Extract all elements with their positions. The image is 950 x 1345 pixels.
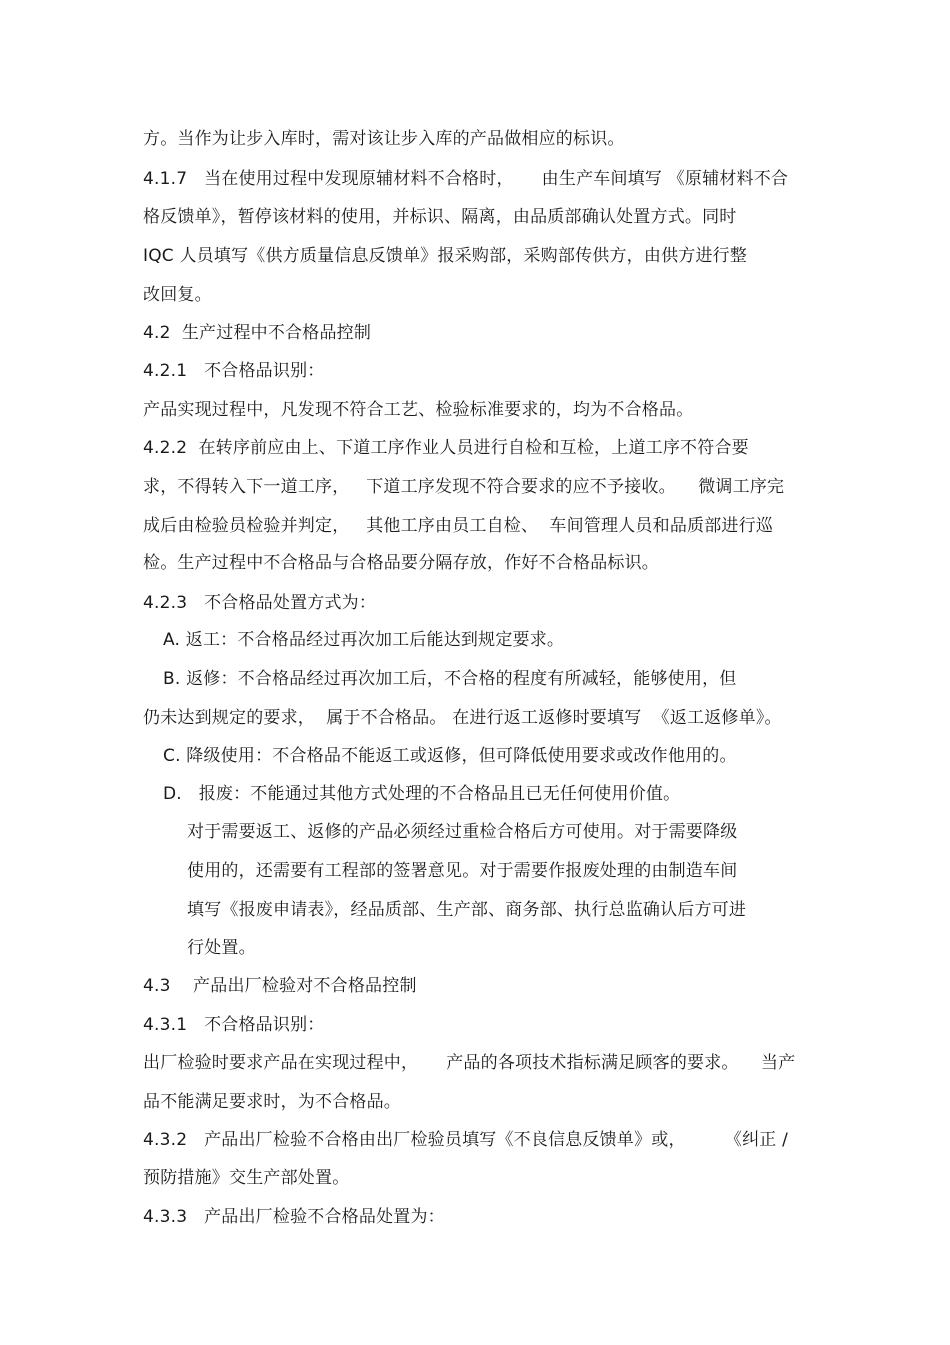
- paragraph-line: 品不能满足要求时，为不合格品。: [143, 1092, 401, 1112]
- section-4-2-3-heading: 4.2.3 不合格品处置方式为：: [143, 593, 377, 613]
- list-item-c: C. 降级使用：不合格品不能返工或返修，但可降低使用要求或改作他用的。: [163, 746, 737, 766]
- indented-paragraph-line: 对于需要返工、返修的产品必须经过重检合格后方可使用。对于需要降级: [187, 822, 738, 842]
- indented-paragraph-line: 行处置。: [187, 938, 256, 958]
- paragraph-line: 改回复。: [143, 285, 212, 305]
- section-4-3-2-line: 4.3.2 产品出厂检验不合格由出厂检验员填写《不良信息反馈单》或， 《纠正 /: [143, 1130, 789, 1150]
- list-item-a: A. 返工：不合格品经过再次加工后能达到规定要求。: [163, 630, 565, 650]
- paragraph-line: 出厂检验时要求产品在实现过程中， 产品的各项技术指标满足顾客的要求。 当产: [143, 1053, 796, 1073]
- paragraph-line: 产品实现过程中，凡发现不符合工艺、检验标准要求的，均为不合格品。: [143, 400, 694, 420]
- section-4-3-heading: 4.3 产品出厂检验对不合格品控制: [143, 976, 417, 996]
- section-4-2-1-heading: 4.2.1 不合格品识别：: [143, 361, 325, 381]
- section-4-2-2-line: 4.2.2 在转序前应由上、下道工序作业人员进行自检和互检，上道工序不符合要: [143, 438, 749, 458]
- list-item-b: B. 返修：不合格品经过再次加工后，不合格的程度有所减轻，能够使用，但: [163, 669, 737, 689]
- paragraph-line: 方。当作为让步入库时，需对该让步入库的产品做相应的标识。: [143, 129, 625, 149]
- indented-paragraph-line: 填写《报废申请表》，经品质部、生产部、商务部、执行总监确认后方可进: [187, 900, 747, 920]
- indented-paragraph-line: 使用的，还需要有工程部的签署意见。对于需要作报废处理的由制造车间: [187, 861, 738, 881]
- paragraph-line: 格反馈单》，暂停该材料的使用，并标识、隔离，由品质部确认处置方式。同时: [143, 207, 737, 227]
- paragraph-line: 检。生产过程中不合格品与合格品要分隔存放，作好不合格品标识。: [143, 553, 659, 573]
- section-4-3-1-heading: 4.3.1 不合格品识别：: [143, 1015, 325, 1035]
- list-item-d: D. 报废：不能通过其他方式处理的不合格品且已无任何使用价值。: [163, 784, 681, 804]
- paragraph-line: 成后由检验员检验并判定， 其他工序由员工自检、 车间管理人员和品质部进行巡: [143, 516, 774, 536]
- section-4-1-7-line: 4.1.7 当在使用过程中发现原辅材料不合格时， 由生产车间填写 《原辅材料不合: [143, 169, 789, 189]
- paragraph-line: 仍未达到规定的要求， 属于不合格品。 在进行返工返修时要填写 《返工返修单》。: [143, 708, 782, 728]
- paragraph-line: 求，不得转入下一道工序， 下道工序发现不符合要求的应不予接收。 微调工序完: [143, 477, 785, 497]
- paragraph-line: IQC 人员填写《供方质量信息反馈单》报采购部，采购部传供方，由供方进行整: [143, 246, 748, 266]
- section-4-2-heading: 4.2 生产过程中不合格品控制: [143, 323, 372, 343]
- section-4-3-3-heading: 4.3.3 产品出厂检验不合格品处置为：: [143, 1207, 445, 1227]
- paragraph-line: 预防措施》交生产部处置。: [143, 1168, 350, 1188]
